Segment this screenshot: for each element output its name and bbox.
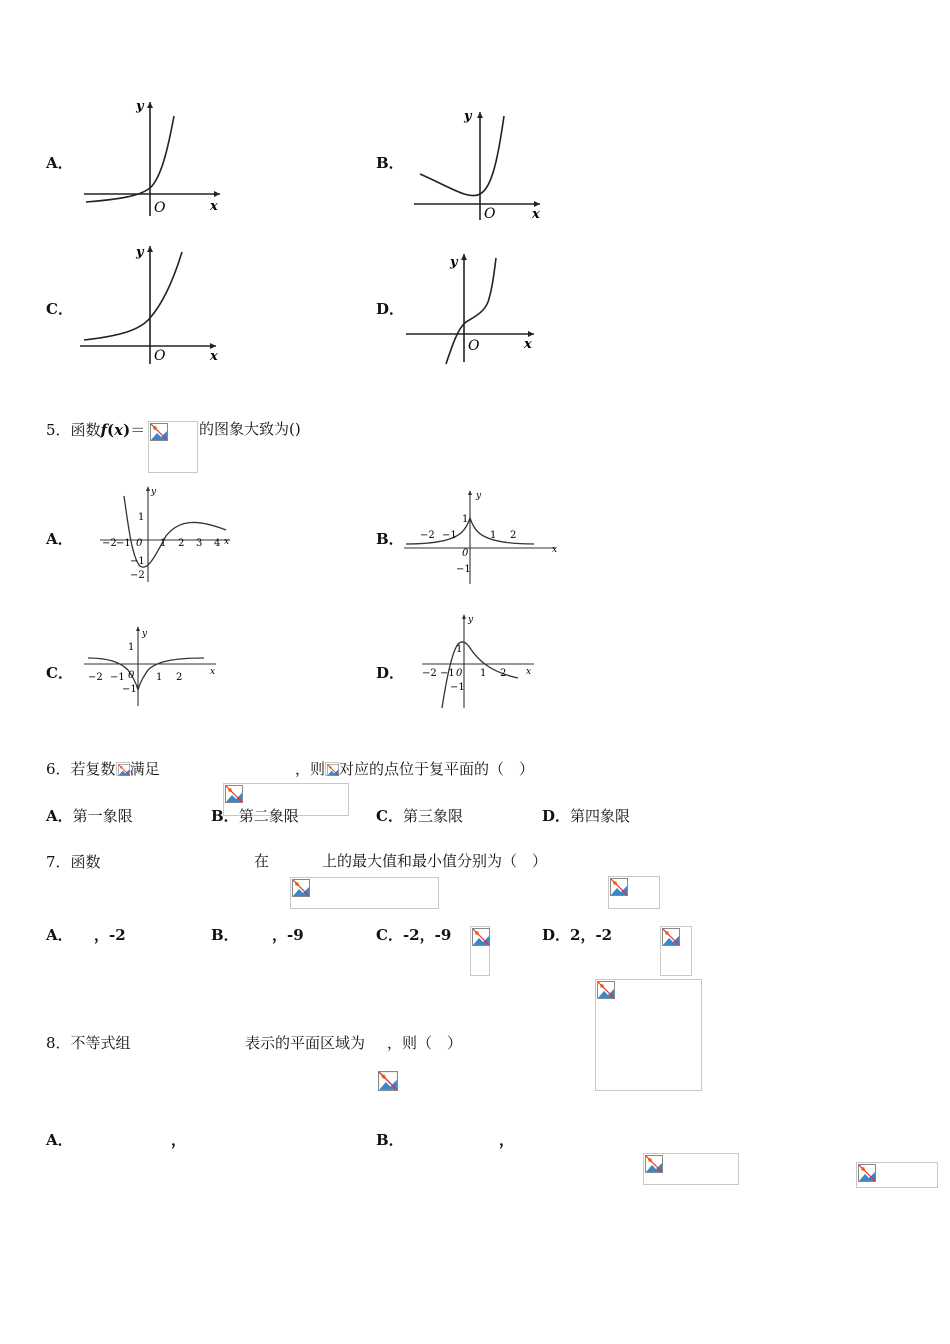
q7-function-image <box>290 877 439 909</box>
q4-option-d-graph <box>404 250 544 368</box>
q5-prefix: 函数 <box>70 421 101 439</box>
broken-image-icon <box>225 785 243 803</box>
q5-open: ( <box>107 421 115 439</box>
broken-image-icon <box>327 764 339 776</box>
q5-suffix: 的图象大致为() <box>199 420 301 438</box>
q5-option-d-graph <box>418 612 548 710</box>
svg-text:−1: −1 <box>130 556 145 567</box>
q6-zbar-image <box>325 762 339 776</box>
q8-option-b-sep: ， <box>499 1131 515 1149</box>
q5-option-b-label: B． <box>376 530 404 548</box>
q7-option-d <box>542 924 612 945</box>
q7-option-a-image <box>470 926 490 976</box>
svg-text:1: 1 <box>128 642 135 653</box>
svg-text:x: x <box>210 667 216 677</box>
q6-option-a-label: A． <box>46 807 73 825</box>
q6-text-2: 满足 <box>129 760 160 778</box>
q5-number: 5． <box>46 421 71 439</box>
svg-text:−1: −1 <box>450 682 465 693</box>
svg-text:0: 0 <box>462 548 469 559</box>
svg-text:−2: −2 <box>422 668 437 679</box>
broken-image-icon <box>118 764 130 776</box>
svg-text:3: 3 <box>196 538 203 549</box>
q7-option-b-label: B． <box>211 926 239 944</box>
q5-option-c-graph <box>84 624 224 708</box>
y-label: y <box>464 109 472 124</box>
curve <box>88 658 204 690</box>
q8-region-image <box>378 1071 398 1091</box>
q4-option-a-graph <box>84 98 224 218</box>
q6-z-image <box>116 762 130 776</box>
x-label: x <box>210 199 218 214</box>
svg-text:2: 2 <box>500 668 507 679</box>
q6-option-c-label: C． <box>376 807 403 825</box>
q7-interval-image <box>608 876 660 909</box>
svg-text:x: x <box>552 545 558 555</box>
svg-text:−1: −1 <box>122 684 137 695</box>
q7-text-3: 上的最大值和最小值分别为（ ） <box>322 852 548 870</box>
origin-label: O <box>484 206 496 222</box>
broken-image-icon <box>858 1164 876 1182</box>
q8-option-b-label: B． <box>376 1131 404 1149</box>
q7-option-a-label: A． <box>46 926 73 944</box>
q4-option-b-label: B． <box>376 154 404 172</box>
q6-stem <box>46 758 160 779</box>
q6-option-d-text: 第四象限 <box>570 807 631 825</box>
broken-image-icon <box>662 928 680 946</box>
q6-text-4: 对应的点位于复平面的（ ） <box>339 760 535 778</box>
q8-option-a-sep: ， <box>171 1131 187 1149</box>
svg-text:−2: −2 <box>88 672 103 683</box>
q6-option-a-text: 第一象限 <box>72 807 133 825</box>
q7-stem-head <box>46 851 101 872</box>
svg-text:x: x <box>526 667 532 677</box>
svg-text:1: 1 <box>480 668 487 679</box>
broken-image-icon <box>645 1155 663 1173</box>
svg-text:1: 1 <box>456 644 463 655</box>
q7-option-a-text: ，-2 <box>94 926 126 944</box>
origin-label: O <box>154 348 166 364</box>
q5-stem <box>46 419 145 440</box>
curve <box>84 252 182 340</box>
svg-text:−1: −1 <box>110 672 125 683</box>
q7-option-d-text: 2，-2 <box>570 926 613 944</box>
svg-text:1: 1 <box>156 672 163 683</box>
svg-text:2: 2 <box>510 530 517 541</box>
svg-text:−2: −2 <box>420 530 435 541</box>
q6-option-d <box>542 805 630 826</box>
q7-option-d-label: D． <box>542 926 571 944</box>
q6-text-3: ，则 <box>295 760 326 778</box>
x-label: x <box>210 349 218 364</box>
broken-image-icon <box>472 928 490 946</box>
q6-text-1: 若复数 <box>70 760 116 778</box>
svg-text:y: y <box>151 487 157 497</box>
svg-text:4: 4 <box>214 538 221 549</box>
broken-image-icon <box>597 981 615 999</box>
x-label: x <box>532 207 540 222</box>
svg-text:−1: −1 <box>456 564 471 575</box>
svg-text:0: 0 <box>136 538 143 549</box>
q8-stem-tail <box>245 1032 462 1053</box>
broken-image-icon <box>292 879 310 897</box>
q5-option-a-label: A． <box>46 530 73 548</box>
q6-option-d-label: D． <box>542 807 571 825</box>
svg-text:2: 2 <box>178 538 185 549</box>
svg-text:−1: −1 <box>442 530 457 541</box>
q8-option-a-image-1 <box>643 1153 739 1185</box>
q8-text-1: 不等式组 <box>70 1034 131 1052</box>
svg-text:−1: −1 <box>440 668 455 679</box>
q8-number: 8． <box>46 1034 71 1052</box>
q8-text-2: 表示的平面区域为 <box>245 1034 366 1052</box>
curve <box>86 116 174 202</box>
svg-text:−2: −2 <box>130 570 145 581</box>
curve <box>420 116 504 196</box>
svg-text:1: 1 <box>490 530 497 541</box>
svg-text:1: 1 <box>462 514 469 525</box>
q6-option-b <box>211 805 299 826</box>
q5-option-b-graph <box>404 488 564 588</box>
q8-stem-head <box>46 1032 131 1053</box>
q4-option-d-label: D． <box>376 300 405 318</box>
q4-option-b-graph <box>412 108 552 223</box>
q6-number: 6． <box>46 760 71 778</box>
svg-text:y: y <box>476 491 482 501</box>
q7-option-b-image <box>660 926 692 976</box>
q8-option-a-label: A． <box>46 1131 73 1149</box>
svg-text:0: 0 <box>456 668 463 679</box>
q5-option-d-label: D． <box>376 664 405 682</box>
y-label: y <box>136 245 144 260</box>
origin-label: O <box>468 338 480 354</box>
svg-text:0: 0 <box>128 670 135 681</box>
y-label: y <box>136 99 144 114</box>
q6-stem-tail <box>295 758 534 779</box>
broken-image-icon <box>378 1071 398 1091</box>
svg-text:1: 1 <box>160 538 167 549</box>
q7-text-1: 函数 <box>70 853 101 871</box>
svg-text:1: 1 <box>138 512 145 523</box>
q8-text-3: ，则（ ） <box>387 1034 463 1052</box>
q7-option-b-text: ，-9 <box>272 926 304 944</box>
q5-option-c-label: C． <box>46 664 73 682</box>
q5-func: f <box>100 421 108 439</box>
q4-option-c-label: C． <box>46 300 73 318</box>
x-label: x <box>524 337 532 352</box>
q7-option-c-label: C． <box>376 926 403 944</box>
q5-close: ) <box>123 421 131 439</box>
broken-image-icon <box>610 878 628 896</box>
q7-text-2: 在 <box>254 852 270 870</box>
y-label: y <box>450 255 458 270</box>
svg-text:−1: −1 <box>116 538 131 549</box>
q5-option-a-graph <box>100 484 240 584</box>
svg-text:y: y <box>468 615 474 625</box>
svg-text:−2: −2 <box>102 538 117 549</box>
q4-option-c-graph <box>80 242 225 367</box>
q5-formula-image <box>148 421 198 473</box>
q7-option-c <box>376 924 451 945</box>
q7-option-c-text: -2，-9 <box>402 926 452 944</box>
q8-option-a-image-2 <box>856 1162 938 1188</box>
svg-text:x: x <box>224 537 230 547</box>
broken-image-icon <box>150 423 168 441</box>
q8-inequality-system-image <box>595 979 702 1091</box>
svg-text:2: 2 <box>176 672 183 683</box>
svg-text:y: y <box>142 629 148 639</box>
q6-option-a <box>46 805 133 826</box>
q4-option-a-label: A． <box>46 154 73 172</box>
q6-option-c-text: 第三象限 <box>402 807 463 825</box>
origin-label: O <box>154 200 166 216</box>
q5-eq: ＝ <box>130 421 146 439</box>
q7-number: 7． <box>46 853 71 871</box>
q6-option-c <box>376 805 463 826</box>
q5-var: x <box>114 421 124 439</box>
q6-option-b-label: B． <box>211 807 239 825</box>
q6-option-b-text: 第二象限 <box>238 807 299 825</box>
